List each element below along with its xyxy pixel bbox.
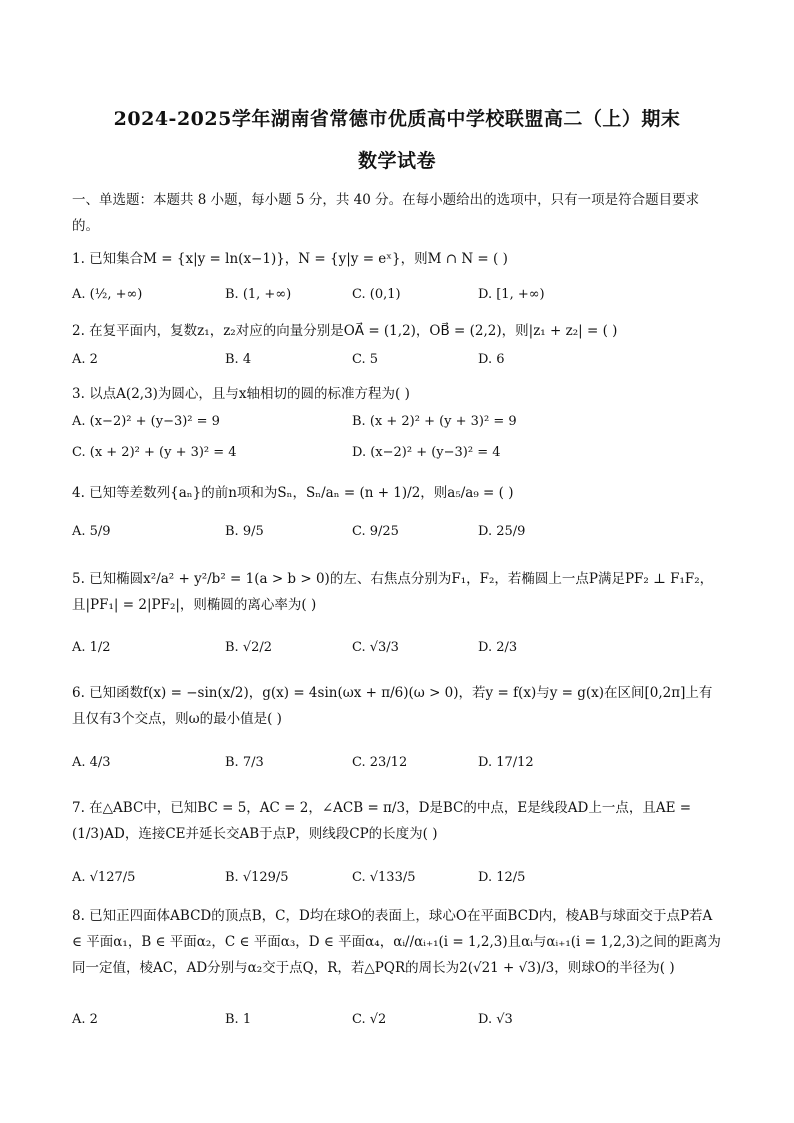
- option-d: D. (x−2)² + (y−3)² = 4: [352, 445, 501, 460]
- option-a: A. (x−2)² + (y−3)² = 9: [72, 414, 220, 429]
- question-8-options: [72, 1012, 722, 1034]
- option-d: D. 17/12: [478, 755, 534, 770]
- option-a: A. 2: [72, 1012, 98, 1027]
- question-4-stem: 4. 已知等差数列{aₙ}的前n项和为Sₙ，Sₙ/aₙ = (n + 1)/2，则a₅/a₉ = ( ): [72, 485, 514, 501]
- option-d: D. 12/5: [478, 870, 526, 885]
- option-c: C. (0,1): [352, 287, 401, 302]
- option-b: B. 7/3: [225, 755, 264, 770]
- option-d: D. 2/3: [478, 640, 518, 655]
- option-b: B. (1, +∞): [225, 287, 292, 302]
- option-c: C. √3/3: [352, 640, 399, 655]
- question-8-stem: 8. 已知正四面体ABCD的顶点B，C，D均在球O的表面上，球心O在平面BCD内，棱AB与球面交于点P若A ∈ 平面α₁，B ∈ 平面α₂，C ∈ 平面α₃，D ∈ 平面α₄，αᵢ//αᵢ₊₁(i = 1,2,3)且αᵢ与αᵢ₊₁(i = 1,2,3)之间的距离为同一定值，棱AC，AD分别与α₂交于点Q，R，若△PQR的周长为2(√21 + √3)/3，则球O的半径为( ): [72, 908, 721, 976]
- option-b: B. √129/5: [225, 870, 289, 885]
- question-1-options: [72, 287, 722, 309]
- question-7-stem: 7. 在△ABC中，已知BC = 5，AC = 2，∠ACB = π/3，D是BC的中点，E是线段AD上一点，且AE = (1/3)AD，连接CE并延长交AB于点P，则线段CP的长度为( ): [72, 800, 692, 842]
- option-c: C. (x + 2)² + (y + 3)² = 4: [72, 445, 237, 460]
- question-3-options-row1: [72, 414, 722, 436]
- option-a: A. (½, +∞): [72, 287, 143, 302]
- option-c: C. 5: [352, 352, 379, 367]
- option-d: D. √3: [478, 1012, 513, 1027]
- question-1-stem: 1. 已知集合M = {x|y = ln(x−1)}，N = {y|y = eˣ}，则M ∩ N = ( ): [72, 251, 508, 267]
- question-6-options: [72, 755, 722, 777]
- option-c: C. 23/12: [352, 755, 408, 770]
- option-a: A. 5/9: [72, 524, 111, 539]
- section-heading: 一、单选题：本题共 8 小题，每小题 5 分，共 40 分。在每小题给出的选项中，只有一项是符合题目要求的。: [72, 192, 700, 234]
- question-5-options: [72, 640, 722, 662]
- option-c: C. 9/25: [352, 524, 399, 539]
- option-b: B. 1: [225, 1012, 252, 1027]
- option-d: D. 6: [478, 352, 505, 367]
- option-c: C. √133/5: [352, 870, 416, 885]
- option-a: A. √127/5: [72, 870, 136, 885]
- option-c: C. √2: [352, 1012, 387, 1027]
- option-d: D. [1, +∞): [478, 287, 545, 302]
- option-b: B. (x + 2)² + (y + 3)² = 9: [352, 414, 517, 429]
- option-b: B. √2/2: [225, 640, 273, 655]
- option-a: A. 2: [72, 352, 98, 367]
- option-a: A. 4/3: [72, 755, 111, 770]
- question-2-stem: 2. 在复平面内，复数z₁，z₂对应的向量分别是OA⃗ = (1,2)，OB⃗ = (2,2)，则|z₁ + z₂| = ( ): [72, 323, 618, 339]
- question-5-stem: 5. 已知椭圆x²/a² + y²/b² = 1(a > b > 0)的左、右焦点分别为F₁，F₂，若椭圆上一点P满足PF₂ ⊥ F₁F₂，且|PF₁| = 2|PF₂|，则椭圆的离心率为( ): [72, 571, 714, 613]
- question-6-stem: 6. 已知函数f(x) = −sin(x/2)，g(x) = 4sin(ωx + π/6)(ω > 0)，若y = f(x)与y = g(x)在区间[0,2π]上有且仅有3个交点，则ω的最小值是( ): [72, 685, 713, 727]
- question-7-options: [72, 870, 722, 892]
- question-3-stem: 3. 以点A(2,3)为圆心，且与x轴相切的圆的标准方程为( ): [72, 386, 410, 402]
- question-2-options: [72, 352, 722, 374]
- option-a: A. 1/2: [72, 640, 111, 655]
- option-d: D. 25/9: [478, 524, 526, 539]
- question-4-options: [72, 524, 722, 546]
- exam-title: 2024-2025学年湖南省常德市优质高中学校联盟高二（上）期末: [113, 108, 681, 130]
- question-3-options-row2: [72, 445, 722, 467]
- option-b: B. 9/5: [225, 524, 264, 539]
- option-b: B. 4: [225, 352, 252, 367]
- exam-subtitle: 数学试卷: [357, 150, 436, 172]
